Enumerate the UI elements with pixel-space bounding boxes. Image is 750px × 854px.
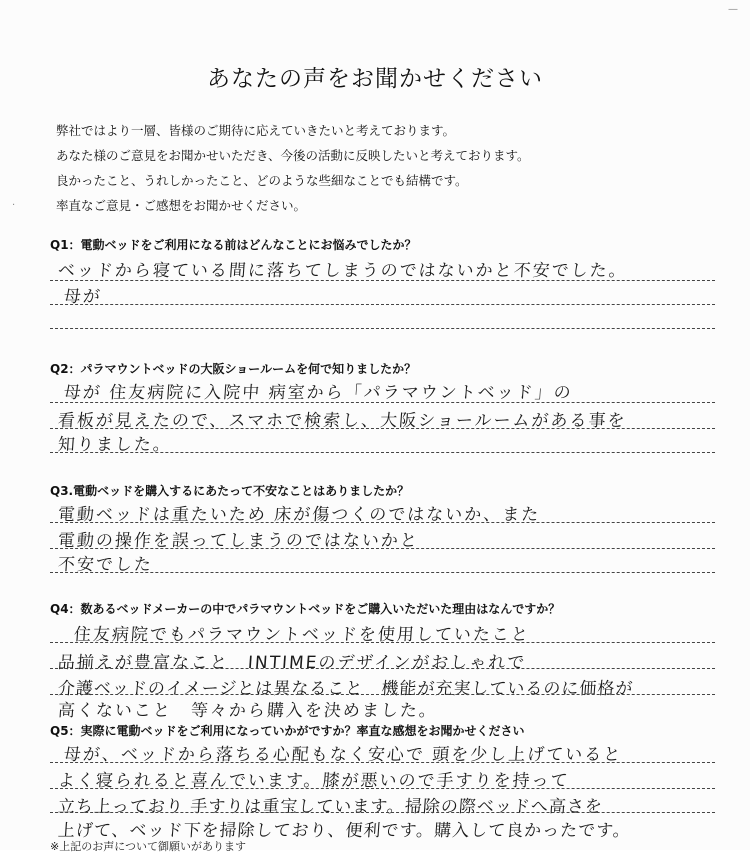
question-3-answer-line: 電動の操作を誤ってしまうのではないかと — [57, 531, 420, 551]
question-2-label: Q2：パラマウントベッドの大阪ショールームを何で知りましたか？ — [50, 362, 417, 376]
intro-text — [56, 118, 706, 218]
question-4-answer-line: 品揃えが豊富なこと INTIMEのデザインがおしゃれで — [57, 653, 527, 673]
question-5-label: Q5：実際に電動ベッドをご利用になっていかがですか？率直な感想をお聞かせください — [50, 724, 525, 738]
question-2-answer-line: 母が 住友病院に入院中 病室から「パラマウントベッド」の — [63, 383, 574, 403]
question-3-answer-line: 不安でした — [57, 555, 154, 575]
answer-rule — [50, 548, 715, 549]
answer-rule — [50, 280, 715, 281]
answer-rule — [50, 572, 715, 573]
intro-line: 弊社ではより一層、皆様のご期待に応えていきたいと考えております。 — [56, 123, 456, 138]
answer-rule — [50, 812, 715, 813]
question-2-answer-line: 知りました。 — [57, 435, 173, 455]
question-1-answer-line: 母が — [63, 287, 103, 307]
answer-rule — [50, 668, 715, 669]
question-4-answer-line: 住友病院でもパラマウントベッドを使用していたこと — [73, 625, 531, 645]
punch-mark: · — [12, 200, 16, 211]
answer-rule — [50, 642, 715, 643]
question-5-answer-line: 母が、ベッドから落ちる心配もなく安心で 頭を少し上げていると — [63, 745, 623, 765]
intro-line: 率直なご意見・ご感想をお聞かせください。 — [56, 198, 307, 213]
answer-rule — [50, 522, 715, 523]
corner-mark: — — [728, 4, 738, 15]
question-3-label: Q3.電動ベッドを購入するにあたって不安なことはありましたか？ — [50, 484, 410, 498]
footer-note: ※上記のお声について御願いがあります — [50, 840, 246, 853]
question-4-answer-line: 介護ベッドのイメージとは異なること 機能が充実しているのに価格が — [57, 679, 635, 699]
question-2-answer-line: 看板が見えたので、スマホで検索し、大阪ショールームがある事を — [57, 411, 628, 431]
intro-line: あなた様のご意見をお聞かせいただき、今後の活動に反映したいと考えております。 — [56, 148, 530, 163]
answer-rule — [50, 452, 715, 453]
answer-rule — [50, 694, 715, 695]
question-5-answer-line: よく寝られると喜んでいます。膝が悪いので手すりを持って — [57, 771, 571, 791]
question-1-label: Q1：電動ベッドをご利用になる前はどんなことにお悩みでしたか？ — [50, 238, 417, 252]
question-4-answer-line: 高くないこと 等々から購入を決めました。 — [57, 701, 439, 721]
question-3-answer-line: 電動ベッドは重たいため 床が傷つくのではないか、また — [57, 505, 541, 525]
answer-rule — [50, 328, 715, 329]
answer-rule — [50, 304, 715, 305]
question-5-answer-line: 立ち上っており 手すりは重宝しています。掃除の際ベッドへ高さを — [57, 797, 604, 817]
intro-line: 良かったこと、うれしかったこと、どのような些細なことでも結構です。 — [56, 173, 468, 188]
question-1-answer-line: ベッドから寝ている間に落ちてしまうのではないかと不安でした。 — [57, 261, 629, 281]
answer-rule — [50, 762, 715, 763]
page-title: あなたの声をお聞かせください — [207, 66, 543, 92]
question-4-label: Q4：数あるベッドメーカーの中でパラマウントベッドをご購入いただいた理由はなんですか？ — [50, 602, 561, 616]
answer-rule — [50, 788, 715, 789]
answer-rule — [50, 402, 715, 403]
question-5-answer-line: 上げて、ベッド下を掃除しており、便利です。購入して良かったです。 — [57, 821, 632, 841]
answer-rule — [50, 428, 715, 429]
